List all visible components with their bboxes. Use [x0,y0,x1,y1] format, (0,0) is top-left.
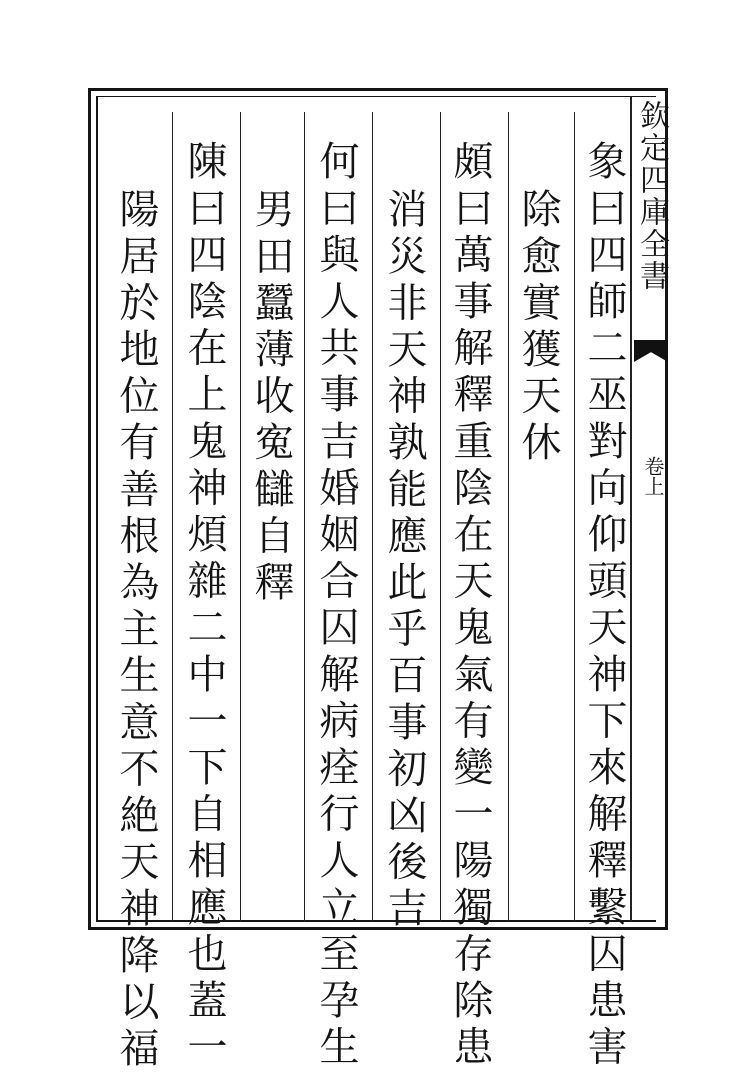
text-column-6: 男田蠶薄收寃讎自釋 [248,188,294,608]
text-column-1: 象曰四師二巫對向仰頭天神下來解釋繫囚患害 [581,140,627,1072]
text-column-5: 何曰與人共事吉婚姻合囚解病痊行人立至孕生 [313,140,359,1072]
book-title: 欽定四庫全書 [634,100,669,292]
column-divider [172,112,173,922]
text-column-3: 頗曰萬事解釋重陰在天鬼氣有變一陽獨存除患 [447,140,493,1072]
column-divider [304,112,305,922]
margin-divider [630,96,632,922]
inner-border [96,96,656,922]
column-divider [440,112,441,922]
text-column-4: 消災非天神孰能應此乎百事初凶後吉 [381,188,427,934]
text-column-7: 陳曰四陰在上鬼神煩雜二中一下自相應也蓋一 [181,140,227,1072]
column-divider [240,112,241,922]
volume-label: 卷上 [641,456,665,496]
column-divider [508,112,509,922]
text-column-8: 陽居於地位有善根為主生意不絶天神降以福 [113,188,159,1073]
text-column-2: 除愈實獲天休 [515,188,561,468]
column-divider [574,112,575,922]
column-divider [372,112,373,922]
